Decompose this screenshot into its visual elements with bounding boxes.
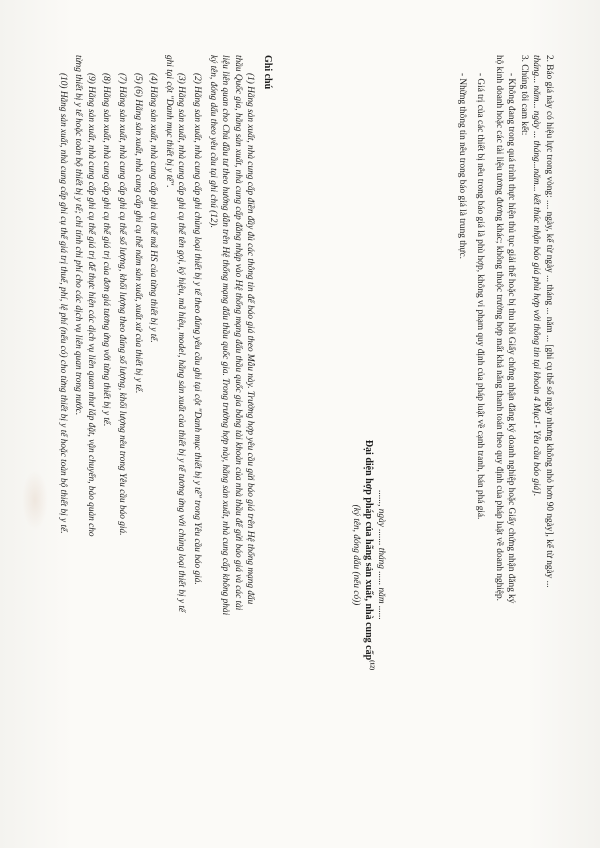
note-3b: ghi tại cột "Danh mục thiết bị y tế". — [163, 55, 174, 188]
note-1b: thầu Quốc gia, hãng sản xuất, nhà cung cấp đăng nhập vào Hệ thống mạng đấu thầu quốc gia bằng tài khoản của nhà thầu để gửi báo giá và các tài — [232, 55, 243, 611]
note-8: (8) Hãng sản xuất, nhà cung cấp ghi cụ thể giá trị của đơn giá tương ứng với từng thiết bị y tế. — [101, 73, 112, 427]
commitment-bullet-2: - Giá trị của các thiết bị nêu trong báo giá là phù hợp, không vi phạm quy định của pháp luật về cạnh tranh, bán phá giá. — [475, 73, 486, 520]
commitment-section — [455, 55, 530, 815]
signature-date: ......, ngày ....... tháng ...... năm ...... — [376, 490, 386, 620]
note-1c: liệu liên quan cho Chủ đầu tư theo hướng dẫn trên Hệ thống mạng đấu thầu quốc gia. Trong trường hợp này, hãng sản xuất, nhà cung cấp không phải — [220, 55, 231, 616]
notes-heading: Ghi chú — [262, 55, 273, 90]
note-2: (2) Hãng sản xuất, nhà cung cấp ghi chủng loại thiết bị y tế theo đúng yêu cầu ghi tại cột "Danh mục thiết bị y tế" trong Yêu cầu báo giá. — [192, 73, 203, 585]
note-9a: (9) Hãng sản xuất, nhà cung cấp ghi cụ thể giá trị để thực hiện các dịch vụ liên quan như lắp đặt, vận chuyển, bảo quản cho — [85, 73, 96, 537]
signature-title-sup: (12) — [368, 660, 375, 671]
paper-stain — [22, 470, 48, 530]
validity-section — [530, 55, 555, 815]
rotated-content — [55, 55, 555, 825]
validity-line-2: tháng... năm... ngày ... tháng...năm... kết thúc nhận báo giá phù hợp với thông tin tại khoản 4 Mục1- Yêu cầu báo giá]. — [531, 55, 542, 497]
signature-block — [349, 385, 387, 725]
note-9b: từng thiết bị y tế hoặc toàn bộ thiết bị y tế; chỉ tính chi phí cho các dịch vụ liên quan trong nước. — [73, 55, 84, 416]
signature-title-text: Đại diện hợp pháp của hãng sản xuất, nhà cung cấp — [363, 439, 375, 661]
commitment-bullet-3: - Những thông tin nêu trong báo giá là trung thực. — [456, 73, 467, 259]
note-1a: (1) Hãng sản xuất, nhà cung cấp điền đầy đủ các thông tin để báo giá theo Mẫu này. Trường hợp yêu cầu gửi báo giá trên Hệ thống mạng đấu — [245, 73, 256, 605]
note-10: (10) Hãng sản xuất, nhà cung cấp ghi cụ thể giá trị thuế, phí, lệ phí (nếu có) cho từng thiết bị y tế hoặc toàn bộ thiết bị y tế. — [57, 73, 68, 534]
note-3a: (3) Hãng sản xuất, nhà cung cấp ghi cụ thể tên gọi, ký hiệu, mã hiệu, model, hãng sản xuất của thiết bị y tế tương ứng với chủng loại thiết bị y tế — [176, 73, 187, 613]
commitment-heading: 3. Chúng tôi cam kết: — [519, 55, 529, 136]
commitment-bullet-1a: - Không đang trong quá trình thực hiện thủ tục giải thể hoặc bị thu hồi Giấy chứng nhận đăng ký doanh nghiệp hoặc Giấy chứng nhận đăng ký — [506, 73, 517, 604]
signature-title — [362, 385, 375, 725]
validity-line-1: 2. Báo giá này có hiệu lực trong vòng: .... ngày, kể từ ngày ... tháng ... năm ... [ghi cụ thể số ngày nhưng không nhỏ hơn 90 ngày], kể từ ngày ... — [544, 55, 554, 588]
note-4: (4) Hãng sản xuất, nhà cung cấp ghi cụ thể mã HS của từng thiết bị y tế. — [148, 73, 159, 343]
commitment-bullet-1b: hộ kinh doanh hoặc các tài liệu tương đương khác; không thuộc trường hợp mất khả năng thanh toán theo quy định của pháp luật về doanh nghiệp. — [493, 55, 504, 601]
signature-note: (ký tên, đóng dấu (nếu có)) — [350, 504, 361, 606]
note-1d: ký tên, đóng dấu theo yêu cầu tại ghi chú (12). — [207, 55, 218, 228]
note-5: (5) (6) Hãng sản xuất, nhà cung cấp ghi cụ thể năm sản xuất, xuất xứ của thiết bị y tế. — [132, 73, 143, 394]
notes-section — [56, 55, 273, 815]
note-7: (7) Hãng sản xuất, nhà cung cấp ghi cụ thể số lượng, khối lượng theo đúng số lượng, khối lượng nêu trong Yêu cầu báo giá. — [117, 73, 128, 536]
